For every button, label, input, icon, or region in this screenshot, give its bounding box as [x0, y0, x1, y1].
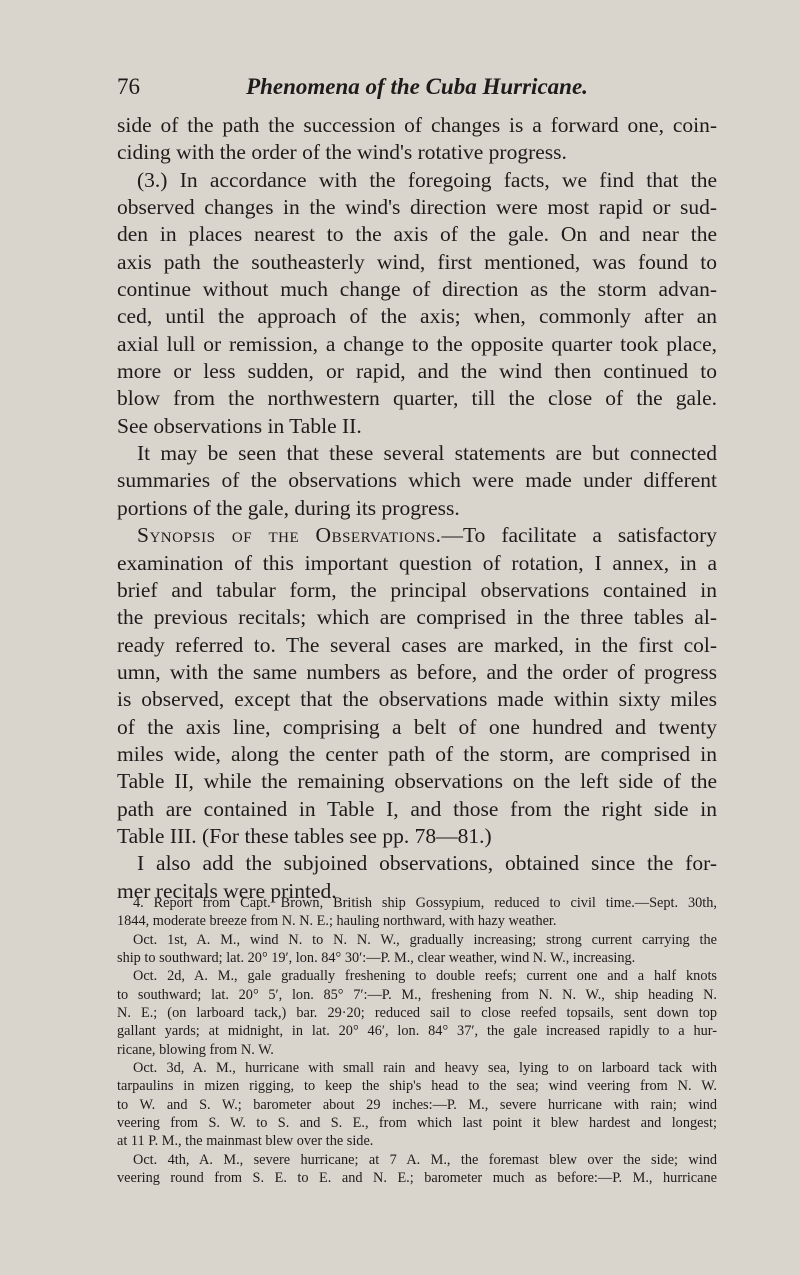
text-line: [117, 550, 717, 577]
line-text: veering from S. W. to S. and S. E., from which last point it blew hardest and longest;: [117, 1115, 717, 1132]
line-text: See observations in Table II.: [117, 413, 362, 438]
text-line: [117, 167, 717, 194]
line-text: Oct. 2d, A. M., gale gradually freshening to double reefs; current one and a half knots: [133, 968, 717, 985]
footnote-report-text: [117, 894, 717, 1188]
running-header: [117, 74, 717, 104]
line-text: I also add the subjoined observations, obtained since the for-: [137, 851, 717, 876]
text-line: [117, 1077, 717, 1095]
text-line: [117, 894, 717, 912]
line-text: axial lull or remission, a change to the opposite quarter took place,: [117, 331, 717, 356]
text-line: [117, 413, 717, 440]
line-text: Oct. 3d, A. M., hurricane with small rain and heavy sea, lying to on larboard tack with: [133, 1060, 717, 1077]
text-line: [117, 714, 717, 741]
line-text: the previous recitals; which are comprised in the three tables al-: [117, 605, 717, 630]
line-text: more or less sudden, or rapid, and the wind then continued to: [117, 359, 717, 384]
line-text: veering round from S. E. to E. and N. E.; barometer much as before:—P. M., hurricane: [117, 1170, 717, 1187]
text-line: [117, 577, 717, 604]
text-line: [117, 1059, 717, 1077]
text-line: [117, 1096, 717, 1114]
line-text: ciding with the order of the wind's rotative progress.: [117, 140, 567, 165]
line-text: side of the path the succession of changes is a forward one, coin-: [117, 113, 717, 137]
text-line: [117, 221, 717, 248]
text-line: [117, 139, 717, 166]
text-line: [117, 823, 717, 850]
line-text: umn, with the same numbers as before, and the order of progress: [117, 659, 717, 684]
text-line: [117, 796, 717, 823]
line-text: brief and tabular form, the principal observations contained in: [117, 577, 717, 602]
line-text: Oct. 1st, A. M., wind N. to N. N. W., gradually increasing; strong current carrying the: [133, 931, 717, 948]
page-number: 76: [117, 74, 140, 99]
text-line: [117, 931, 717, 949]
line-text: N. E.; (on larboard tack,) bar. 29·20; reduced sail to close reefed topsails, sent down top: [117, 1005, 717, 1022]
text-line: [117, 331, 717, 358]
line-text: tarpaulins in mizen rigging, to keep the ship's head to the sea; wind veering from N. W.: [117, 1078, 717, 1095]
text-line: [117, 949, 717, 967]
line-text: 4. Report from Capt. Brown, British ship Gossypium, reduced to civil time.—Sept. 30th,: [133, 895, 717, 911]
text-line: [117, 912, 717, 930]
text-line: [117, 1169, 717, 1187]
text-line: [117, 967, 717, 985]
line-text: It may be seen that these several statements are but connected: [137, 441, 717, 466]
text-line: [117, 467, 717, 494]
text-line: [117, 249, 717, 276]
line-text: of the axis line, comprising a belt of one hundred and twenty: [117, 714, 717, 739]
line-text: (3.) In accordance with the foregoing facts, we find that the: [137, 167, 717, 192]
line-text: Oct. 4th, A. M., severe hurricane; at 7 A. M., the foremast blew over the side; wind: [133, 1151, 717, 1168]
text-line: [117, 1022, 717, 1040]
text-line: [117, 1004, 717, 1022]
line-text: Table II, while the remaining observations on the left side of the: [117, 769, 717, 794]
text-line: [117, 632, 717, 659]
line-text: portions of the gale, during its progress.: [117, 495, 460, 520]
text-line: [117, 604, 717, 631]
line-text: observed changes in the wind's direction were most rapid or sud-: [117, 195, 717, 220]
text-line: [117, 1114, 717, 1132]
line-text: mer recitals were printed.: [117, 878, 337, 903]
line-text: blow from the northwestern quarter, till the close of the gale.: [117, 386, 717, 411]
text-line: [117, 194, 717, 221]
text-line: [117, 112, 717, 139]
text-line: [117, 1041, 717, 1059]
text-line: [117, 1151, 717, 1169]
line-text: continue without much change of direction as the storm advan-: [117, 277, 717, 302]
line-text: gallant yards; at midnight, in lat. 20° 46′, lon. 84° 37′, the gale increased rapidly to a hur-: [117, 1023, 717, 1040]
line-text: ready referred to. The several cases are marked, in the first col-: [117, 632, 717, 657]
line-text: to southward; lat. 20° 5′, lon. 85° 7′:—P. M., freshening from N. N. W., ship heading N.: [117, 986, 717, 1003]
text-line: [117, 358, 717, 385]
line-text: axis path the southeasterly wind, first mentioned, was found to: [117, 249, 717, 274]
line-text: summaries of the observations which were made under different: [117, 468, 717, 493]
running-title: Phenomena of the Cuba Hurricane.: [246, 74, 588, 99]
text-line: [117, 440, 717, 467]
line-text: at 11 P. M., the mainmast blew over the side.: [117, 1133, 374, 1150]
text-line: [117, 1132, 717, 1150]
line-text: Table III. (For these tables see pp. 78—81.): [117, 823, 492, 848]
text-line: [117, 303, 717, 330]
line-text: ship to southward; lat. 20° 19′, lon. 84° 30′:—P. M., clear weather, wind N. W., increasing.: [117, 950, 636, 967]
text-line: [117, 276, 717, 303]
line-text: is observed, except that the observations made within sixty miles: [117, 687, 717, 712]
line-text: den in places nearest to the axis of the gale. On and near the: [117, 222, 717, 247]
text-line: [117, 659, 717, 686]
line-text: ced, until the approach of the axis; when, commonly after an: [117, 304, 717, 329]
line-text: to W. and S. W.; barometer about 29 inches:—P. M., severe hurricane with rain; wind: [117, 1096, 717, 1113]
line-text: miles wide, along the center path of the storm, are comprised in: [117, 741, 717, 766]
text-line: [117, 986, 717, 1004]
main-text: [117, 112, 717, 905]
line-text: examination of this important question of rotation, I annex, in a: [117, 550, 717, 575]
text-line: [117, 385, 717, 412]
line-text: 1844, moderate breeze from N. N. E.; hauling northward, with hazy weather.: [117, 913, 557, 930]
text-line: [117, 850, 717, 877]
text-line: [117, 768, 717, 795]
text-line: [117, 741, 717, 768]
text-line: [117, 686, 717, 713]
text-line: [117, 522, 717, 549]
line-text: path are contained in Table I, and those from the right side in: [117, 796, 717, 821]
section-lead: Synopsis of the Observations.: [137, 523, 442, 548]
line-text: ricane, blowing from N. W.: [117, 1041, 274, 1058]
line-text: —To facilitate a satisfactory: [441, 523, 717, 548]
text-line: [117, 495, 717, 522]
